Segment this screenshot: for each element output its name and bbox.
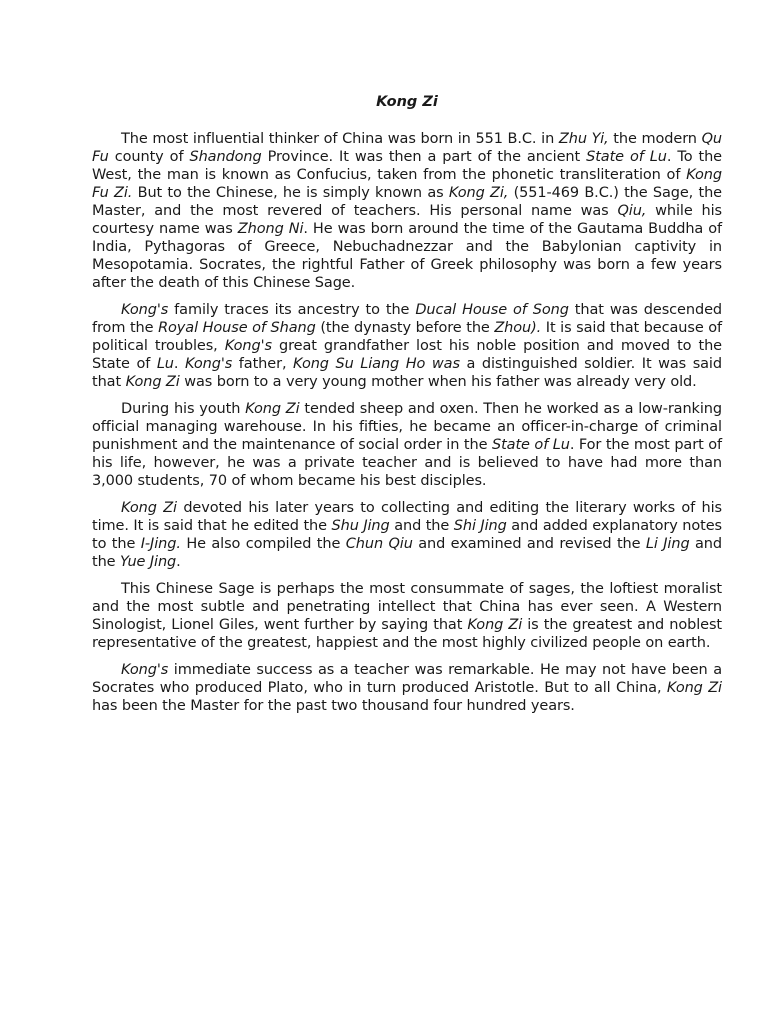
italic-text: Kong's — [121, 302, 169, 318]
italic-text: Kong's — [185, 356, 233, 372]
text-run: county of — [108, 149, 190, 165]
text-run: family traces its ancestry to the — [168, 302, 416, 318]
text-run: father, — [232, 356, 294, 372]
text-run: (the dynasty before the — [315, 320, 495, 336]
italic-text: State of Lu — [586, 149, 667, 165]
text-run: a distinguished soldier. It was said that — [92, 356, 722, 390]
page-title: Kong Zi — [376, 94, 438, 110]
text-run: and the — [92, 536, 722, 570]
body-paragraph — [92, 301, 722, 391]
italic-text: Chun Qiu — [345, 536, 413, 552]
italic-text: Kong's — [224, 338, 272, 354]
italic-text: Ducal House of Song — [415, 302, 569, 318]
italic-text: Zhu Yi, — [558, 131, 609, 147]
text-run: It is said that because of political troubles, — [92, 320, 723, 354]
text-run: . He was born around the time of the Gautama Buddha of India, Pythagoras of Greece, Nebuchadnezzar and the Babylonian captivity in Mesopotamia. Socrates, the rightful Father of Greek philosophy was born a few years after the death of this Chinese Sage. — [92, 221, 723, 291]
text-run: devoted his later years to collecting and editing the literary works of his time. It is said that he edited the — [92, 500, 722, 534]
italic-text: I-Jing. — [140, 536, 181, 552]
text-run: was born to a very young mother when his father was already very old. — [179, 374, 697, 390]
text-run: tended sheep and oxen. Then he worked as a low-ranking official managing warehouse. In his fifties, he became an officer-in-charge of criminal punishment and the maintenance of social order in the — [92, 401, 722, 453]
text-run: and examined and revised the — [412, 536, 646, 552]
text-run: Province. It was then a part of the ancient — [261, 149, 587, 165]
italic-text: Shi Jing — [453, 518, 507, 534]
italic-text: Kong Zi — [245, 401, 300, 417]
document-page — [92, 92, 722, 724]
italic-text: State of Lu — [491, 437, 570, 453]
text-run: . — [176, 554, 181, 570]
italic-text: Kong Zi — [467, 617, 523, 633]
document-body — [92, 130, 722, 715]
text-run: great grandfather lost his noble position and moved to the State of — [92, 338, 722, 372]
body-paragraph — [92, 661, 722, 715]
italic-text: Kong's — [121, 662, 169, 678]
body-paragraph — [92, 499, 722, 571]
italic-text: Qu Fu — [92, 131, 722, 165]
italic-text: Qiu, — [617, 203, 647, 219]
text-run: . — [173, 356, 186, 372]
italic-text: Lu — [156, 356, 174, 372]
italic-text: Royal House of Shang — [158, 320, 316, 336]
text-run: He also compiled the — [180, 536, 346, 552]
italic-text: Zhong Ni — [237, 221, 304, 237]
text-run: The most influential thinker of China was born in 551 B.C. in — [121, 131, 559, 147]
italic-text: Kong Su Liang Ho was — [293, 356, 460, 372]
italic-text: Shu Jing — [331, 518, 390, 534]
text-run: This Chinese Sage is perhaps the most consummate of sages, the loftiest moralist and the most subtle and penetrating intellect that China has ever seen. A Western Sinologist, Lionel Giles, went further by saying that — [92, 581, 722, 633]
text-run: During his youth — [121, 401, 246, 417]
italic-text: Shandong — [189, 149, 262, 165]
text-run: But to the Chinese, he is simply known as — [132, 185, 449, 201]
body-paragraph — [92, 400, 722, 490]
italic-text: Kong Zi — [666, 680, 722, 696]
text-run: and the — [389, 518, 454, 534]
text-run: (551-469 B.C.) the Sage, the Master, and the most revered of teachers. His personal name was — [92, 185, 722, 219]
italic-text: Zhou). — [494, 320, 542, 336]
italic-text: Kong Zi — [121, 500, 177, 516]
text-run: that was descended from the — [92, 302, 722, 336]
text-run: while his courtesy name was — [92, 203, 722, 237]
text-run: . For the most part of his life, however, he was a private teacher and is believed to have had more than 3,000 students, 70 of whom became his best disciples. — [92, 437, 722, 489]
body-paragraph — [92, 580, 722, 652]
italic-text: Kong Zi, — [448, 185, 509, 201]
italic-text: Kong Fu Zi. — [92, 167, 722, 201]
body-paragraph — [92, 130, 722, 292]
text-run: . To the West, the man is known as Confucius, taken from the phonetic transliteration of — [92, 149, 722, 183]
text-run: and added explanatory notes to the — [92, 518, 723, 552]
text-run: the modern — [608, 131, 702, 147]
text-run: has been the Master for the past two thousand four hundred years. — [92, 698, 575, 714]
text-run: is the greatest and noblest representative of the greatest, happiest and the most highly civilized people on earth. — [92, 617, 723, 651]
italic-text: Kong Zi — [125, 374, 180, 390]
text-run: immediate success as a teacher was remarkable. He may not have been a Socrates who produced Plato, who in turn produced Aristotle. But to all China, — [92, 662, 722, 696]
italic-text: Li Jing — [645, 536, 690, 552]
italic-text: Yue Jing — [120, 554, 177, 570]
